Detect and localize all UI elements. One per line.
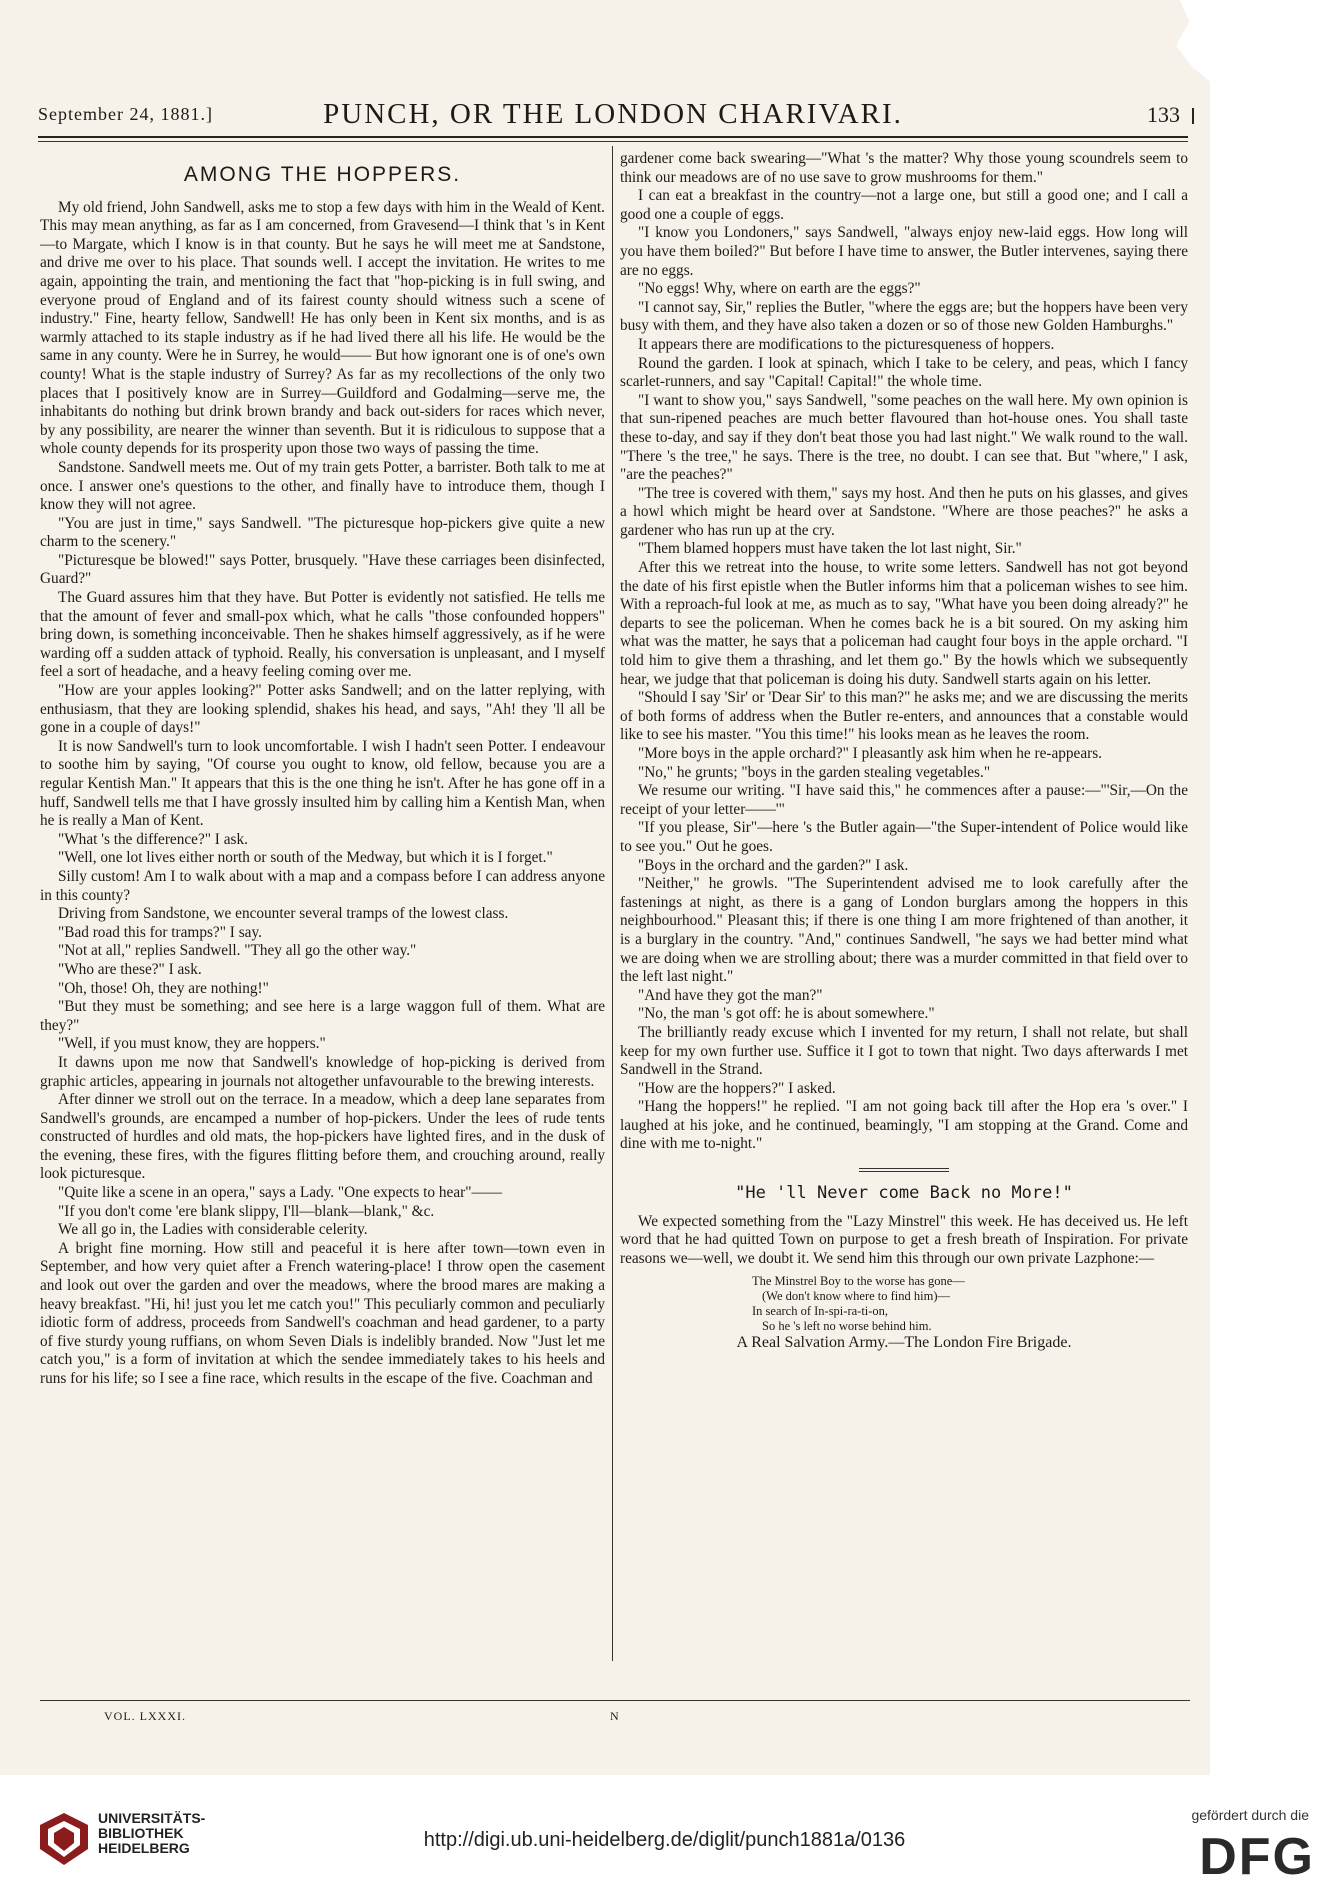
paragraph: "More boys in the apple orchard?" I pleasantly ask him when he re-appears. [638, 745, 1103, 762]
paragraph: I can eat a breakfast in the country—not a large one, but still a good one; and I call a good one a couple of eggs. [620, 187, 1188, 223]
masthead-title: PUNCH, OR THE LONDON CHARIVARI. [323, 98, 903, 130]
paragraph: A bright fine morning. How still and peaceful it is here after town—town even in September, and how very quiet after a French watering-place! I throw open the casement and look out over the garden and over the meadows, where the brood mares are making a heavy breakfast. "Hi, hi! just you let me catch you!" This peculiarly common and peculiarly idiotic form of address, proceeds from Sandwell's coachman and head gardener, to a party of five sturdy young ruffians, on whom Seven Dials is indelibly branded. Now "Just let me catch you," is a form of invitation at which the sendee immediately takes to his heels and runs for his life; so I see a fine race, which results in the escape of the five. Coachman and [40, 1239, 605, 1387]
poem-line: So he 's left no worse behind him. [762, 1319, 932, 1334]
header-bracket-mark [1192, 108, 1200, 124]
paragraph: "Hang the hoppers!" he replied. "I am not going back till after the Hop era 's over." I laughed at his joke, and he continued, beamingly, "I am stopping at the Grand. Come and dine with me to-night." [620, 1098, 1188, 1153]
paragraph: "How are the hoppers?" I asked. [638, 1079, 836, 1097]
left-column [40, 150, 605, 1660]
paragraph: "No, the man 's got off: he is about somewhere." [638, 1005, 935, 1023]
poem [620, 1274, 1188, 1334]
paragraph: "I cannot say, Sir," replies the Butler, "where the eggs are; but the hoppers have been very busy with them, and they have also taken a dozen or so of those new Golden Hamburghs." [620, 298, 1188, 335]
paragraph: "Well, if you must know, they are hoppers." [58, 1035, 326, 1053]
paragraph: "Quite like a scene in an opera," says a Lady. "One expects to hear"—— [58, 1184, 503, 1202]
paragraph: The Guard assures him that they have. But Potter is evidently not satisfied. He tells me that the amount of fever and small-pox which, what he calls "those confounded hoppers" bring down, is something inconceivable. Then he shakes himself aggressively, as if he were warding off a sudden attack of typhoid. Really, his conversation is unpleasant, and I myself feel a sort of headache, and a heavy feeling coming over me. [40, 589, 605, 681]
paragraph: Round the garden. I look at spinach, which I take to be celery, and peas, which I fancy scarlet-runners, and say "Capital! Capital!" the whole time. [620, 354, 1188, 391]
paragraph: Silly custom! Am I to walk about with a map and a compass before I can address anyone in this county? [40, 867, 605, 904]
paragraph: "Boys in the orchard and the garden?" I ask. [638, 856, 909, 874]
article2-title: "He 'll Never come Back no More!" [735, 1183, 1073, 1204]
paragraph: "How are your apples looking?" Potter asks Sandwell; and on the latter replying, with enthusiasm, that they are looking splendid, shakes his head, and says, "Ah! they 'll all be gone in a couple of days!" [40, 682, 605, 737]
paragraph: gardener come back swearing—"What 's the matter? Why those young scoundrels seem to think our meadows are of no use save to grow mushrooms for them." [620, 150, 1188, 186]
closing-line: A Real Salvation Army.—The London Fire Brigade. [736, 1334, 1072, 1352]
signature-mark: N [610, 1709, 619, 1723]
paragraph: "And have they got the man?" [638, 986, 823, 1004]
right-column-paragraphs [620, 150, 1188, 1154]
paragraph: "Neither," he growls. "The Superintendent advised me to look carefully after the fastenings at night, as there is a gang of London burglars among the hoppers in this neighbourhood." Pleasant this; if there is one thing I am more frightened of than another, it is a burglary in the country. "And," continues Sandwell, "he says we had better mind what we are doing when we are strolling about; there was a murder committed in that field over to the left last night." [620, 875, 1188, 986]
article-title: AMONG THE HOPPERS. [183, 163, 462, 186]
paragraph: Driving from Sandstone, we encounter several tramps of the lowest class. [58, 905, 509, 923]
poem-line: In search of In-spi-ra-ti-on, [752, 1304, 889, 1319]
header-rule [38, 141, 1188, 142]
paragraph: The brilliantly ready excuse which I invented for my return, I shall not relate, but shall keep for my own further use. Suffice it I got to town that night. Two days afterwards I met Sandwell in the Strand. [620, 1023, 1188, 1079]
paragraph: "You are just in time," says Sandwell. "The picturesque hop-pickers give quite a new charm to the scenery." [40, 514, 605, 551]
paragraph: Sandstone. Sandwell meets me. Out of my train gets Potter, a barrister. Both talk to me at once. I answer one's questions to the other, and finally have to introduce them, though I know they will not agree. [40, 458, 605, 514]
paragraph: After this we retreat into the house, to write some letters. Sandwell has not got beyond the date of his first epistle when the Butler informs him that a policeman wishes to see him. With a reproach-ful look at me, as much as to say, "What have you been doing already?" he departs to see the policeman. When he comes back he is a bit soured. On my asking him what was the matter, he says that a policeman had caught four boys in the apple orchard. "I told him to give them a thrashing, and let them go." By the howls which we subsequently hear, we judge that that policeman is doing his duty. Sandwell starts again on his letter. [620, 559, 1188, 688]
paragraph: "Who are these?" I ask. [58, 960, 202, 978]
paragraph: "I want to show you," says Sandwell, "some peaches on the wall here. My own opinion is that sun-ripened peaches are much better flavoured than hot-house ones. You shall taste these to-day, and say if they don't beat those you had last night." We walk round to the wall. "There 's the tree," he says. There is the tree, no doubt. I can see that. But "where," I ask, "are the peaches?" [620, 391, 1188, 484]
page-header [38, 96, 1188, 138]
paragraph: "The tree is covered with them," says my host. And then he puts on his glasses, and gives a howl which might be heard over at Sandstone. "Where are those peaches?" he asks a gardener who has run up at the cry. [620, 484, 1188, 539]
paragraph: "Oh, those! Oh, they are nothing!" [58, 979, 269, 997]
page-footer [40, 1700, 1190, 1723]
paragraph: "What 's the difference?" I ask. [58, 830, 248, 848]
paragraph: "Them blamed hoppers must have taken the lot last night, Sir." [638, 540, 1022, 558]
article2-paragraph: We expected something from the "Lazy Minstrel" this week. He has deceived us. He left word that he had quitted Town on purpose to get a fresh breath of Inspiration. For private reasons we—well, we doubt it. We send him this through our own private Lazphone:— [620, 1212, 1188, 1267]
paragraph: After dinner we stroll out on the terrace. In a meadow, which a deep lane separates from Sandwell's grounds, are encamped a number of hop-pickers. Under the lees of rude tents constructed of hurdles and old mats, the hop-pickers have lighted fires, and in the dusk of the evening, these fires, with the figures flitting before them, and crouching around, really look picturesque. [40, 1091, 605, 1183]
volume-label: VOL. LXXXI. [104, 1709, 186, 1723]
section-separator [859, 1168, 949, 1172]
paragraph: We resume our writing. "I have said this," he commences after a pause:—"'Sir,—On the receipt of your letter——'" [620, 782, 1188, 818]
poem-line: The Minstrel Boy to the worse has gone— [752, 1274, 965, 1289]
paragraph: "Not at all," replies Sandwell. "They all go the other way." [58, 942, 417, 960]
paragraph: "No," he grunts; "boys in the garden stealing vegetables." [638, 763, 991, 781]
paragraph: "Should I say 'Sir' or 'Dear Sir' to this man?" he asks me; and we are discussing the merits of both forms of address when the Butler re-enters, and announces that a constable would like to see his master. "You this time!" his looks mean as he leaves the room. [620, 689, 1188, 744]
digitization-bar [0, 1775, 1329, 1887]
paragraph: "If you please, Sir"—here 's the Butler again—"the Super-intendent of Police would like to see you." Out he goes. [620, 819, 1188, 855]
header-date: September 24, 1881.] [38, 104, 213, 124]
poem-line: (We don't know where to find him)— [762, 1289, 951, 1304]
institution-name: UNIVERSITÄTS- BIBLIOTHEK HEIDELBERG [98, 1810, 206, 1856]
paragraph: It dawns upon me now that Sandwell's knowledge of hop-picking is derived from graphic articles, appearing in journals not altogether unfavourable to the brewing interests. [40, 1053, 605, 1090]
paragraph: My old friend, John Sandwell, asks me to stop a few days with him in the Weald of Kent. This may mean anything, as far as I am concerned, from Gravesend—I think that 's in Kent—to Margate, which I know is in that county. But he says he will meet me at Sandstone, and drive me over to his place. That sounds well. I accept the invitation. He writes to me again, appointing the train, and mentioning the fact that "hop-picking is in full swing, and everyone proud of England and of its fairest county should witness such a scene of industry." Fine, hearty fellow, Sandwell! He has only been in Kent six months, and is as warmly attached to its staple industry as if he had lived there all his life. He would be the same in any county. Were he in Surrey, he would—— But how ignorant one is of one's own county! What is the staple industry of Surrey? As far as my recollections of the only two places that I positively know are in Surrey—Guildford and Godalming—serve me, the inhabitants do nothing but drink brown brandy and back out-siders for races which never, by any possibility, are nearer the winner than seventh. But it is ridiculous to suppose that a whole county depends for its prosperity upon those two ways of passing the time. [40, 198, 605, 458]
paragraph: "Well, one lot lives either north or south of the Medway, but which it is I forget." [58, 849, 553, 867]
paragraph: "But they must be something; and see here is a large waggon full of them. What are they?" [40, 998, 605, 1034]
paragraph: "Picturesque be blowed!" says Potter, brusquely. "Have these carriages been disinfected, Guard?" [40, 551, 605, 588]
source-url-link[interactable]: http://digi.ub.uni-heidelberg.de/diglit/punch1881a/0136 [423, 1829, 906, 1851]
funded-by-label: gefördert durch die [1191, 1807, 1309, 1823]
dfg-logo: DFG [1199, 1828, 1315, 1886]
paragraph: "Bad road this for tramps?" I say. [58, 923, 262, 941]
paragraph: It is now Sandwell's turn to look uncomfortable. I wish I hadn't seen Potter. I endeavour to soothe him by saying, "Of course you ought to know, old fellow, because you are a regular Kentish Man." It appears that this is the one thing he isn't. After he has gone off in a huff, Sandwell tells me that I have grossly insulted him by calling him a Kentish Man, when he is really a Man of Kent. [40, 737, 605, 830]
paragraph: "No eggs! Why, where on earth are the eggs?" [638, 280, 921, 298]
page-number: 133 [1147, 102, 1180, 127]
paragraph: "I know you Londoners," says Sandwell, "always enjoy new-laid eggs. How long will you have them boiled?" But before I have time to answer, the Butler intervenes, saying there are no eggs. [620, 224, 1188, 279]
paragraph: "If you don't come 'ere blank slippy, I'll—blank—blank," &c. [58, 1202, 435, 1220]
paragraph: It appears there are modifications to the picturesqueness of hoppers. [638, 335, 1055, 353]
left-column-paragraphs [40, 199, 605, 1389]
right-column [620, 150, 1188, 1660]
column-rule [612, 146, 613, 1661]
paragraph: We all go in, the Ladies with considerable celerity. [58, 1221, 368, 1239]
